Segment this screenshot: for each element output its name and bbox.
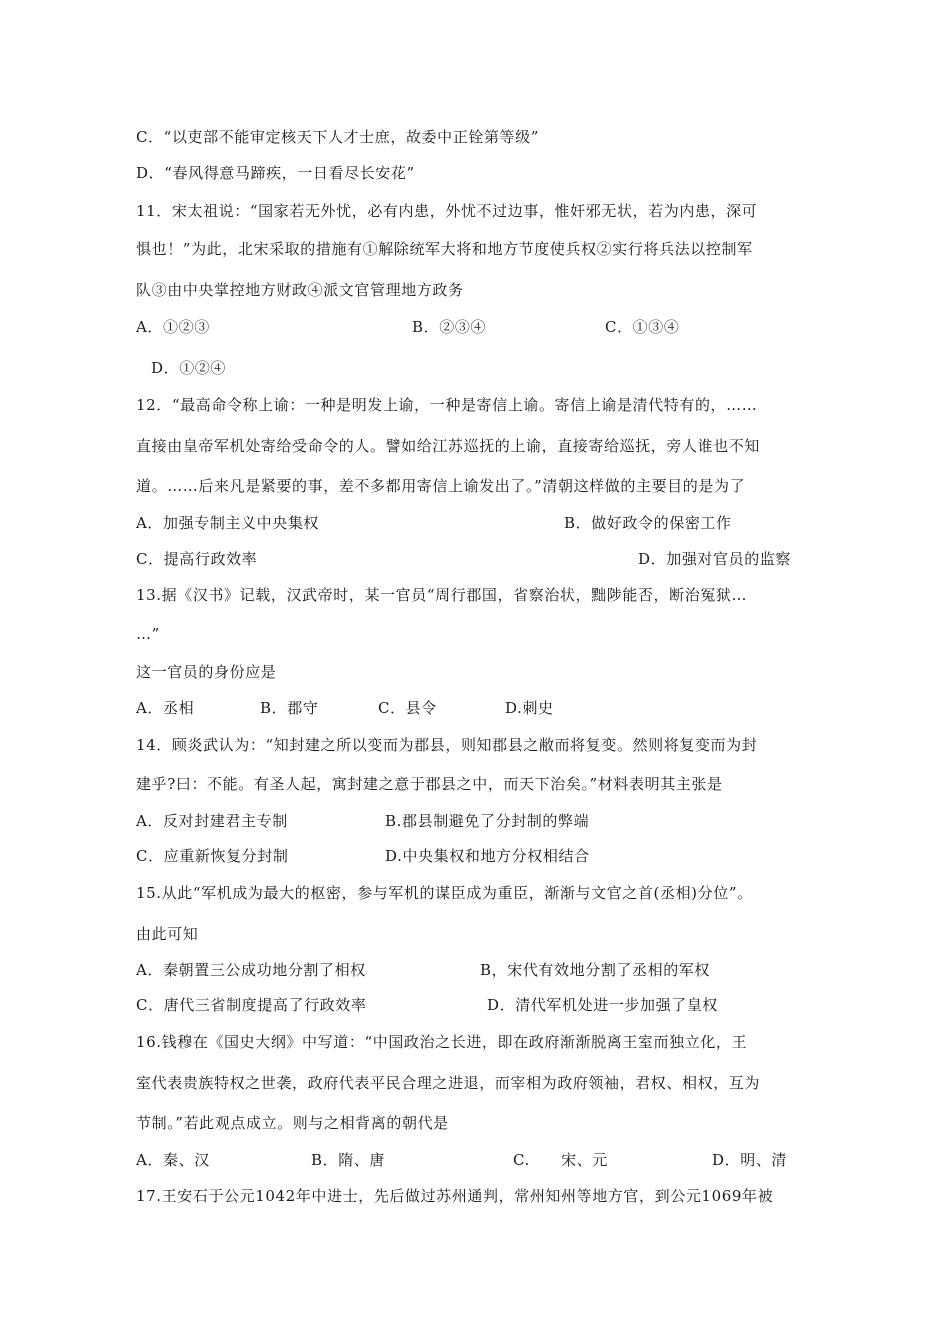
q12-stem-line-3: 道。……后来凡是紧要的事，差不多都用寄信上谕发出了。”清朝这样做的主要目的是为了 — [136, 477, 746, 495]
q10-option-c: C．“以吏部不能审定核天下人才士庶，故委中正铨第等级” — [136, 128, 540, 146]
q11-stem-line-1: 11．宋太祖说：“国家若无外忧，必有内患，外忧不过边事，惟奸邪无状，若为内患，深可 — [136, 202, 758, 220]
q14-option-b: B.郡县制避免了分封制的弊端 — [385, 812, 590, 830]
q17-stem-line-1: 17.王安石于公元1042年中进士，先后做过苏州通判，常州知州等地方官，到公元1069年被 — [136, 1187, 774, 1205]
q12-stem-line-1: 12．“最高命令称上谕：一种是明发上谕，一种是寄信上谕。寄信上谕是清代特有的，…… — [136, 396, 758, 414]
q11-option-a: A．①②③ — [136, 318, 210, 336]
q12-stem-line-2: 直接由皇帝军机处寄给受命令的人。譬如给江苏巡抚的上谕，直接寄给巡抚，旁人谁也不知 — [136, 437, 761, 455]
q16-option-d: D．明、清 — [712, 1151, 788, 1169]
q13-stem-line-1: 13.据《汉书》记载，汉武帝时，某一官员“周行郡国，省察治状，黜陟能否，断治冤狱… — [136, 586, 748, 604]
q11-option-b: B．②③④ — [412, 318, 487, 336]
q15-option-b: B，宋代有效地分割了丞相的军权 — [480, 961, 711, 979]
q15-stem-line-2: 由此可知 — [136, 925, 199, 943]
q14-option-c: C．应重新恢复分封制 — [136, 847, 289, 865]
q14-option-a: A．反对封建君主专制 — [136, 812, 288, 830]
q11-option-c: C．①③④ — [605, 318, 680, 336]
q15-option-c: C．唐代三省制度提高了行政效率 — [136, 996, 367, 1014]
q12-option-d: D．加强对官员的监察 — [638, 550, 792, 568]
q11-stem-line-2: 惧也！”为此，北宋采取的措施有①解除统军大将和地方节度使兵权②实行将兵法以控制军 — [136, 240, 753, 258]
q16-option-c: C. 宋、元 — [513, 1151, 608, 1169]
q11-stem-line-3: 队③由中央掌控地方财政④派文官管理地方政务 — [136, 281, 464, 299]
q14-stem-line-2: 建乎?曰：不能。有圣人起，寓封建之意于郡县之中，而天下治矣。”材料表明其主张是 — [136, 775, 723, 793]
q13-option-b: B．郡守 — [260, 699, 319, 717]
q12-option-a: A．加强专制主义中央集权 — [136, 514, 320, 532]
q16-option-b: B．隋、唐 — [311, 1151, 386, 1169]
q15-option-a: A．秦朝置三公成功地分割了相权 — [136, 961, 366, 979]
q16-option-a: A．秦、汉 — [136, 1151, 210, 1169]
q13-stem-line-3: 这一官员的身份应是 — [136, 663, 277, 681]
q14-option-d: D.中央集权和地方分权相结合 — [385, 847, 590, 865]
q11-option-d: D．①②④ — [151, 359, 227, 377]
q16-stem-line-3: 节制。”若此观点成立。则与之相背离的朝代是 — [136, 1114, 449, 1132]
q13-option-d: D.刺史 — [505, 699, 554, 717]
q16-stem-line-1: 16.钱穆在《国史大纲》中写道：“中国政治之长进，即在政府渐渐脱离王室而独立化，王 — [136, 1033, 748, 1051]
q12-option-c: C．提高行政效率 — [136, 550, 258, 568]
q14-stem-line-1: 14．顾炎武认为：“知封建之所以变而为郡县，则知郡县之敝而将复变。然则将复变而为封 — [136, 736, 758, 754]
q15-option-d: D．清代军机处进一步加强了皇权 — [487, 996, 719, 1014]
q16-stem-line-2: 室代表贵族特权之世袭，政府代表平民合理之进退，而宰相为政府领袖，君权、相权，互为 — [136, 1074, 761, 1092]
q13-option-c: C．县令 — [378, 699, 437, 717]
q13-option-a: A．丞相 — [136, 699, 195, 717]
q10-option-d: D．“春风得意马蹄疾，一日看尽长安花” — [136, 164, 415, 182]
q13-stem-line-2: …” — [136, 625, 160, 643]
q12-option-b: B．做好政令的保密工作 — [564, 514, 732, 532]
q15-stem-line-1: 15.从此“军机成为最大的枢密，参与军机的谋臣成为重臣，渐渐与文官之首(丞相)分位”。 — [136, 884, 753, 902]
